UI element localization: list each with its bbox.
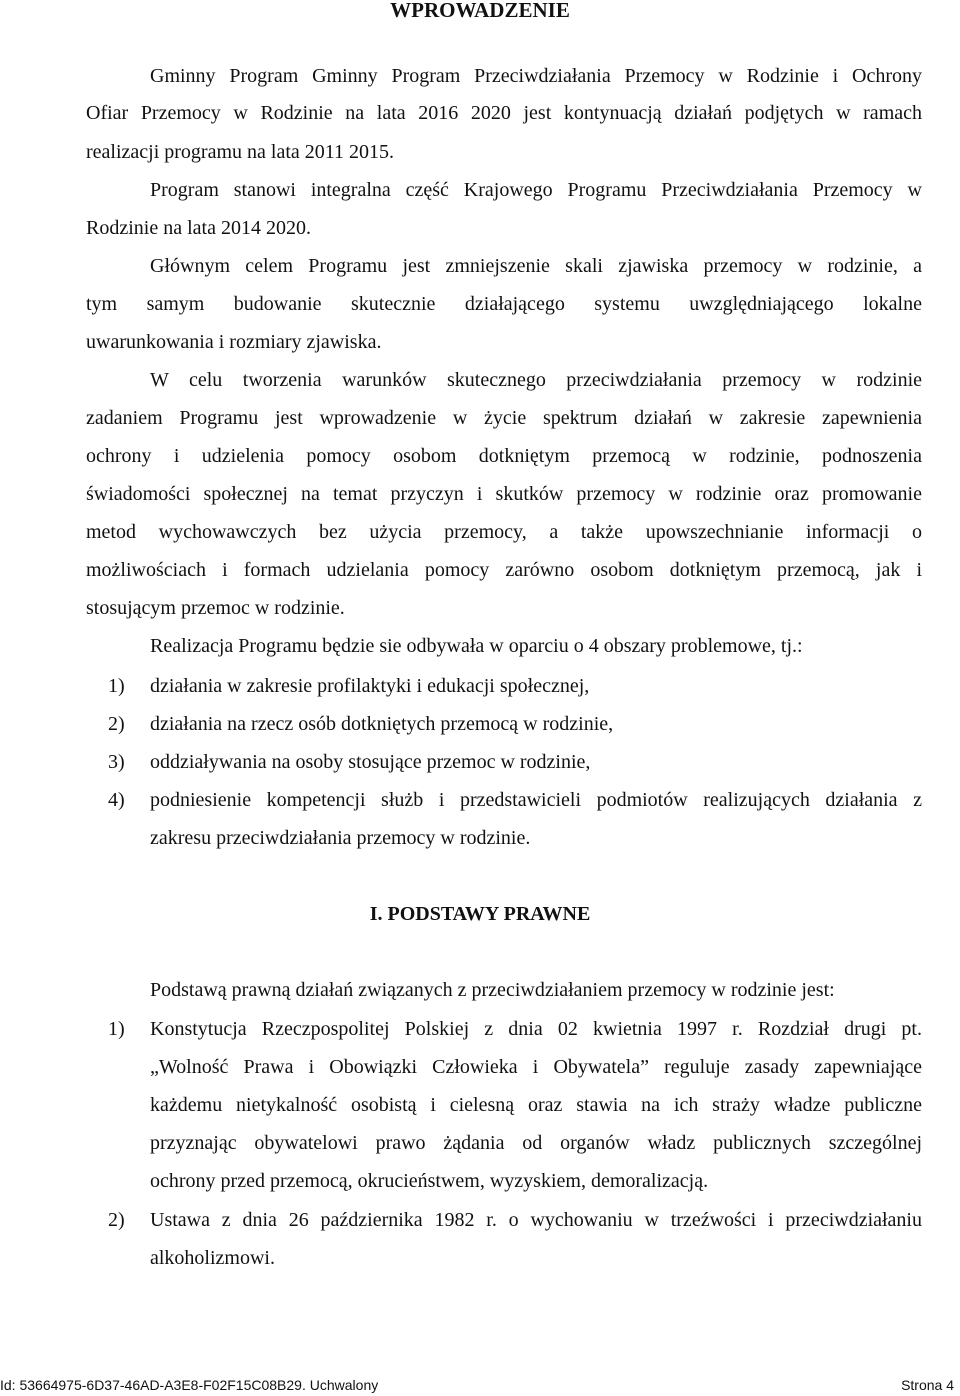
footer-page-number: Strona 4 — [901, 1377, 954, 1393]
area-number: 1) — [108, 675, 125, 697]
intro-p2-line-1: Program stanowi integralna część Krajowego Programu Przeciwdziałania Przemocy w — [150, 179, 922, 201]
intro-p2-line-2: Rodzinie na lata 2014 2020. — [86, 217, 311, 239]
legal-item-line: przyznając obywatelowi prawo żądania od organów władz publicznych szczególnej — [150, 1132, 922, 1154]
footer-document-id: Id: 53664975-6D37-46AD-A3E8-F02F15C08B29. Uchwalony — [0, 1377, 379, 1393]
intro-p1-line-2: Ofiar Przemocy w Rodzinie na lata 2016 2020 jest kontynuacją działań podjętych w ramach — [86, 102, 922, 124]
legal-item-line: Konstytucja Rzeczpospolitej Polskiej z dnia 02 kwietnia 1997 r. Rozdział drugi pt. — [150, 1018, 922, 1040]
legal-item-line: każdemu nietykalność osobistą i cielesną oraz stawia na ich straży władze publiczne — [150, 1094, 922, 1116]
intro-p4-line-6: możliwościach i formach udzielania pomocy zarówno osobom dotkniętym przemocą, jak i — [86, 559, 922, 581]
intro-p1-line-1: Gminny Program Gminny Program Przeciwdziałania Przemocy w Rodzinie i Ochrony — [150, 65, 922, 87]
legal-item-line: alkoholizmowi. — [150, 1247, 275, 1269]
legal-item-line: ochrony przed przemocą, okrucieństwem, wyzyskiem, demoralizacją. — [150, 1170, 709, 1192]
area-item-continued: zakresu przeciwdziałania przemocy w rodzinie. — [150, 827, 531, 849]
legal-number: 2) — [108, 1209, 125, 1231]
intro-p4-line-1: W celu tworzenia warunków skutecznego przeciwdziałania przemocy w rodzinie — [150, 369, 922, 391]
intro-p4-line-5: metod wychowawczych bez użycia przemocy, a także upowszechnianie informacji o — [86, 521, 922, 543]
legal-lead: Podstawą prawną działań związanych z przeciwdziałaniem przemocy w rodzinie jest: — [150, 979, 835, 1001]
legal-item-line: „Wolność Prawa i Obowiązki Człowieka i Obywatela” reguluje zasady zapewniające — [150, 1056, 922, 1078]
area-item: działania na rzecz osób dotkniętych przemocą w rodzinie, — [150, 713, 614, 735]
intro-p5: Realizacja Programu będzie sie odbywała w oparciu o 4 obszary problemowe, tj.: — [150, 635, 803, 657]
intro-p3-line-3: uwarunkowania i rozmiary zjawiska. — [86, 331, 382, 353]
area-number: 4) — [108, 789, 125, 811]
page-heading-intro: WPROWADZENIE — [390, 0, 570, 22]
section-heading-legal: I. PODSTAWY PRAWNE — [369, 903, 591, 925]
intro-p4-line-7: stosującym przemoc w rodzinie. — [86, 597, 345, 619]
intro-p1-line-3: realizacji programu na lata 2011 2015. — [86, 141, 395, 163]
area-number: 2) — [108, 713, 125, 735]
intro-p4-line-4: świadomości społecznej na temat przyczyn i skutków przemocy w rodzinie oraz promowanie — [86, 483, 922, 505]
area-item: działania w zakresie profilaktyki i edukacji społecznej, — [150, 675, 590, 697]
intro-p3-line-2: tym samym budowanie skutecznie działającego systemu uwzględniającego lokalne — [86, 293, 922, 315]
intro-p3-line-1: Głównym celem Programu jest zmniejszenie skali zjawiska przemocy w rodzinie, a — [150, 255, 922, 277]
legal-number: 1) — [108, 1018, 125, 1040]
intro-p4-line-3: ochrony i udzielenia pomocy osobom dotkniętym przemocą w rodzinie, podnoszenia — [86, 445, 922, 467]
legal-item-line: Ustawa z dnia 26 października 1982 r. o wychowaniu w trzeźwości i przeciwdziałaniu — [150, 1209, 922, 1231]
area-item: oddziaływania na osoby stosujące przemoc w rodzinie, — [150, 751, 591, 773]
intro-p4-line-2: zadaniem Programu jest wprowadzenie w życie spektrum działań w zakresie zapewnienia — [86, 407, 922, 429]
area-number: 3) — [108, 751, 125, 773]
area-item: podniesienie kompetencji służb i przedstawicieli podmiotów realizujących działania z — [150, 789, 922, 811]
